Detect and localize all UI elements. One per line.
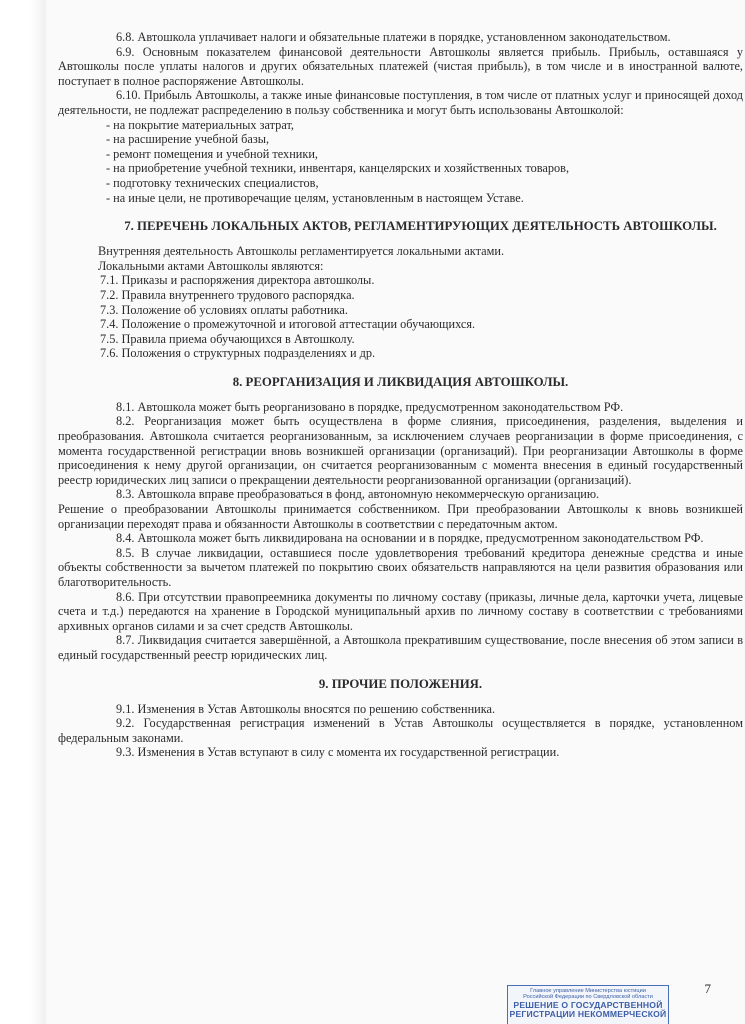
list-item: 7.5. Правила приема обучающихся в Автошколу. (100, 331, 355, 346)
section-7-list (58, 273, 743, 361)
section-7-heading: 7. ПЕРЕЧЕНЬ ЛОКАЛЬНЫХ АКТОВ, РЕГЛАМЕНТИРУЮЩИХ ДЕЯТЕЛЬНОСТЬ АВТОШКОЛЫ. (124, 219, 717, 234)
paragraph-8-5: 8.5. В случае ликвидации, оставшиеся после удовлетворения требований кредитора денежные средства и иные объекты собственности за вычетом платежей по покрытию своих обязательств направляются на цели развития образования или благотворительность. (58, 545, 743, 589)
list-item: 7.4. Положение о промежуточной и итоговой аттестации обучающихся. (100, 317, 476, 332)
list-item: 7.6. Положения о структурных подразделениях и др. (100, 346, 376, 361)
list-item: - ремонт помещения и учебной техники, (106, 146, 318, 161)
paragraph-8-3: 8.3. Автошкола вправе преобразоваться в фонд, автономную некоммерческую организацию. (116, 487, 600, 502)
list-item: 7.1. Приказы и распоряжения директора автошколы. (100, 273, 375, 288)
list-item: - подготовку технических специалистов, (106, 175, 319, 190)
document-body (58, 30, 743, 760)
stamp-line-2: Российской Федерации по Свердловской области (523, 994, 653, 1001)
list-item: 7.2. Правила внутреннего трудового распорядка. (100, 287, 355, 302)
stamp-line-4: РЕГИСТРАЦИИ НЕКОММЕРЧЕСКОЙ (509, 1009, 667, 1020)
paragraph-8-7: 8.7. Ликвидация считается завершённой, а Автошкола прекратившим существование, после внесения об этом записи в единый государственный реестр юридических лиц. (58, 633, 743, 662)
list-item: - на приобретение учебной техники, инвентаря, канцелярских и хозяйственных товаров, (106, 161, 570, 176)
stamp-line-3: РЕШЕНИЕ О ГОСУДАРСТВЕННОЙ (513, 999, 663, 1010)
list-item: - на иные цели, не противоречащие целям, установленным в настоящем Уставе. (106, 190, 524, 205)
registration-stamp (507, 985, 669, 1024)
paragraph-8-1: 8.1. Автошкола может быть реорганизовано в порядке, предусмотренном законодательством РФ. (116, 399, 624, 414)
list-item: - на покрытие материальных затрат, (106, 117, 294, 132)
paragraph-8-4: 8.4. Автошкола может быть ликвидирована на основании и в порядке, предусмотренном законодательством РФ. (116, 531, 704, 546)
section-7-intro-1: Внутренняя деятельность Автошколы регламентируется локальными актами. (98, 244, 505, 259)
paragraph-8-3-decision: Решение о преобразовании Автошколы принимается собственником. При преобразовании Автошколы к вновь возникшей организации переходят права и обязанности Автошколы в соответствии с передаточным актом. (58, 502, 743, 531)
list-item: - на расширение учебной базы, (106, 132, 270, 147)
section-7-intro-2: Локальными актами Автошколы являются: (98, 258, 324, 273)
section-8-heading: 8. РЕОРГАНИЗАЦИЯ И ЛИКВИДАЦИЯ АВТОШКОЛЫ. (232, 374, 569, 389)
paragraph-6-10: 6.10. Прибыль Автошколы, а также иные финансовые поступления, в том числе от платных услуг и приносящей доход деятельности, не подлежат распределению в пользу собственника и могут быть использованы Автошколой: (58, 88, 743, 117)
paragraph-8-2: 8.2. Реорганизация может быть осуществлена в форме слияния, присоединения, разделения, выделения и преобразования. Автошкола считается реорганизованным, за исключением случаев реорганизации в форме присоединения, с момента государственной регистрации вновь возникшей организации (организаций). При реорганизации Автошколы в форме присоединения к нему другой организации, он считается реорганизованным с момента внесения в единый государственный реестр юридических лиц записи о прекращении деятельности реорганизованной организации (организаций). (58, 414, 743, 487)
paragraph-6-8: 6.8. Автошкола уплачивает налоги и обязательные платежи в порядке, установленном законодательством. (116, 30, 671, 44)
paragraph-9-3: 9.3. Изменения в Устав вступают в силу с момента их государственной регистрации. (116, 745, 560, 760)
page-number: 7 (704, 981, 711, 996)
paragraph-9-2: 9.2. Государственная регистрация изменений в Устав Автошколы осуществляется в порядке, установленном федеральным законами. (58, 716, 743, 745)
list-6-10 (58, 118, 743, 206)
paragraph-8-6: 8.6. При отсутствии правопреемника документы по личному составу (приказы, личные дела, карточки учета, лицевые счета и т.д.) передаются на хранение в Городской муниципальный архив по личному составу в соответствии с требованиями архивных органов силами и за счет средств Автошколы. (58, 589, 743, 633)
paragraph-6-9: 6.9. Основным показателем финансовой деятельности Автошколы является прибыль. Прибыль, оставшаяся у Автошколы после уплаты налогов и других обязательных платежей (чистая прибыль), в том числе и в иностранной валюте, поступает в полное распоряжение Автошколы. (58, 44, 743, 88)
paragraph-9-1: 9.1. Изменения в Устав Автошколы вносятся по решению собственника. (116, 701, 496, 716)
section-9-heading: 9. ПРОЧИЕ ПОЛОЖЕНИЯ. (318, 676, 483, 691)
stamp-line-1: Главное управление Министерства юстиции (530, 988, 646, 994)
list-item: 7.3. Положение об условиях оплаты работника. (100, 302, 348, 317)
